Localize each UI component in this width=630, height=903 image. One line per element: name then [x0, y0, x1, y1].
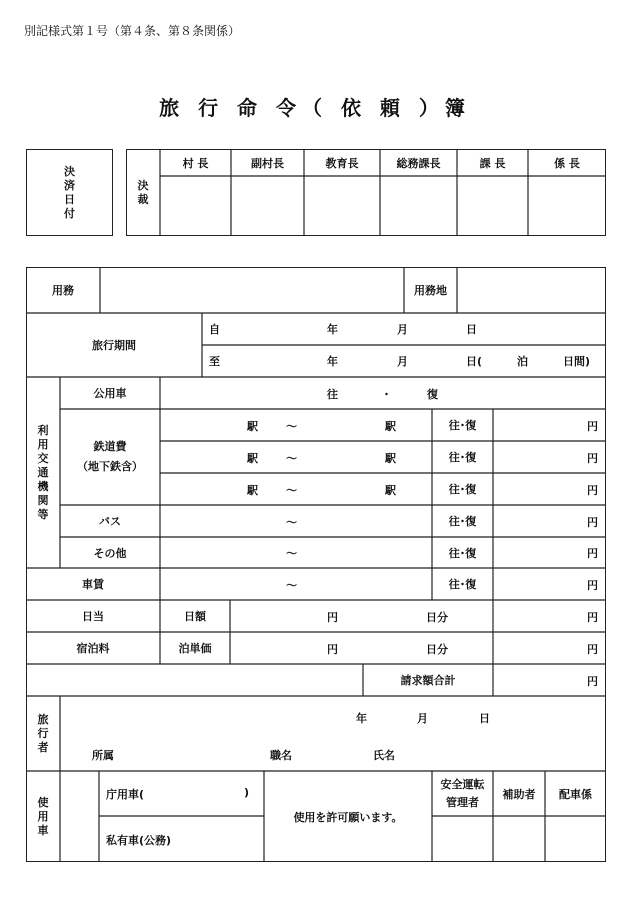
- transport-label: 利 用 交 通 機 関 等: [37, 423, 49, 521]
- role-general-affairs-chief: 総務課長: [396, 156, 441, 170]
- lodging-rate-label: 泊単価: [178, 642, 212, 655]
- private-car-checkbox-cell[interactable]: [60, 816, 99, 862]
- other-yen: 円: [587, 547, 598, 560]
- lodging-days: 日分: [426, 643, 448, 656]
- railway-row2-station-from: 駅: [247, 452, 258, 465]
- period-to-label: 至: [209, 355, 220, 368]
- daily-total-yen: 円: [587, 611, 598, 624]
- traveler-day: 日: [479, 712, 490, 725]
- period-days: 日間): [563, 355, 591, 368]
- lodging-total-yen: 円: [587, 643, 598, 656]
- railway-row3-yen: 円: [587, 484, 598, 497]
- traveler-name-label: 氏名: [373, 749, 395, 762]
- period-from-year: 年: [327, 323, 338, 336]
- official-car-go: 往: [327, 388, 338, 401]
- business-place-field[interactable]: [457, 267, 606, 313]
- period-to-month: 月: [397, 355, 408, 368]
- traveler-year: 年: [356, 712, 367, 725]
- private-car-label: 私有車(公務): [106, 834, 172, 847]
- claim-total-label: 請求額合計: [400, 674, 456, 687]
- other-label: その他: [93, 546, 127, 560]
- approval-label: 決 裁: [137, 178, 149, 206]
- railway-row2-station-to: 駅: [385, 452, 396, 465]
- fare-label: 車賃: [82, 578, 104, 591]
- business-label: 用務: [52, 284, 74, 297]
- period-from-month: 月: [397, 323, 408, 336]
- other-round-trip[interactable]: 往･復: [448, 546, 477, 560]
- role-education-head: 教育長: [325, 156, 359, 170]
- bus-yen: 円: [587, 516, 598, 529]
- dispatcher-seal[interactable]: [545, 816, 606, 862]
- lodging-label: 宿泊料: [76, 642, 110, 655]
- railway-row3-station-from: 駅: [247, 484, 258, 497]
- railway-label: 鉄道費 （地下鉄含）: [77, 440, 143, 473]
- travel-period-label: 旅行期間: [92, 339, 136, 352]
- other-tilde: 〜: [286, 547, 297, 560]
- daily-rate-label: 日額: [184, 610, 206, 623]
- bus-round-trip[interactable]: 往･復: [448, 515, 477, 528]
- role-deputy-village-head: 副村長: [251, 156, 284, 170]
- period-from-day: 日: [466, 323, 477, 336]
- form-number-label: 別記様式第１号（第４条、第８条関係）: [24, 24, 241, 38]
- railway-row3-station-to: 駅: [385, 484, 396, 497]
- railway-row1-round-trip[interactable]: 往･復: [448, 419, 477, 432]
- official-car-dot: ・: [381, 388, 392, 401]
- railway-row1-yen: 円: [587, 420, 598, 433]
- bus-tilde: 〜: [286, 516, 297, 529]
- fare-round-trip[interactable]: 往･復: [448, 578, 477, 591]
- period-to-day: 日(: [466, 355, 483, 368]
- traveler-dept-label: 所属: [92, 749, 114, 762]
- document-title: 旅 行 命 令（ 依 頼 ）簿: [159, 96, 471, 120]
- decision-date-label: 決 済 日 付: [64, 164, 75, 220]
- assistant-seal[interactable]: [493, 816, 545, 862]
- railway-row3-round-trip[interactable]: 往･復: [448, 483, 477, 496]
- dispatcher-label: 配車係: [559, 787, 592, 801]
- daily-days: 日分: [426, 611, 448, 624]
- official-car-back: 復: [427, 388, 438, 401]
- period-nights: 泊: [517, 355, 528, 368]
- govt-car-checkbox-cell[interactable]: [60, 771, 99, 816]
- vehicle-request-text: 使用を許可願います。: [293, 810, 403, 824]
- vehicle-label: 使 用 車: [37, 795, 49, 837]
- railway-row1-station-to: 駅: [385, 420, 396, 433]
- period-from-label: 自: [209, 323, 220, 336]
- fare-yen: 円: [587, 579, 598, 592]
- traveler-label: 旅 行 者: [37, 712, 49, 754]
- role-subsection-chief: 係 長: [554, 156, 580, 170]
- business-place-label: 用務地: [414, 284, 447, 297]
- safety-manager-label: 安全運転 管理者: [440, 777, 485, 809]
- official-car-label: 公用車: [93, 387, 127, 400]
- daily-allowance-label: 日当: [82, 610, 104, 623]
- traveler-month: 月: [417, 712, 428, 725]
- govt-car-label: 庁用車(: [106, 788, 145, 801]
- lodging-rate-yen: 円: [327, 643, 338, 656]
- railway-row1-tilde: 〜: [286, 420, 297, 433]
- role-section-chief: 課 長: [479, 156, 506, 170]
- railway-row1-station-from: 駅: [247, 420, 258, 433]
- business-field[interactable]: [100, 267, 404, 313]
- role-village-head: 村 長: [182, 156, 209, 170]
- daily-rate-yen: 円: [327, 611, 338, 624]
- railway-row2-tilde: 〜: [286, 452, 297, 465]
- period-to-year: 年: [327, 355, 338, 368]
- railway-row3-tilde: 〜: [286, 484, 297, 497]
- railway-row2-yen: 円: [587, 452, 598, 465]
- assistant-label: 補助者: [502, 787, 536, 801]
- railway-row2-round-trip[interactable]: 往･復: [448, 451, 477, 464]
- safety-manager-seal[interactable]: [432, 816, 493, 862]
- traveler-position-label: 職名: [270, 749, 292, 762]
- govt-car-close-paren: ): [244, 786, 250, 799]
- bus-label: バス: [99, 515, 121, 528]
- fare-tilde: 〜: [286, 579, 297, 592]
- claim-total-yen: 円: [587, 675, 598, 688]
